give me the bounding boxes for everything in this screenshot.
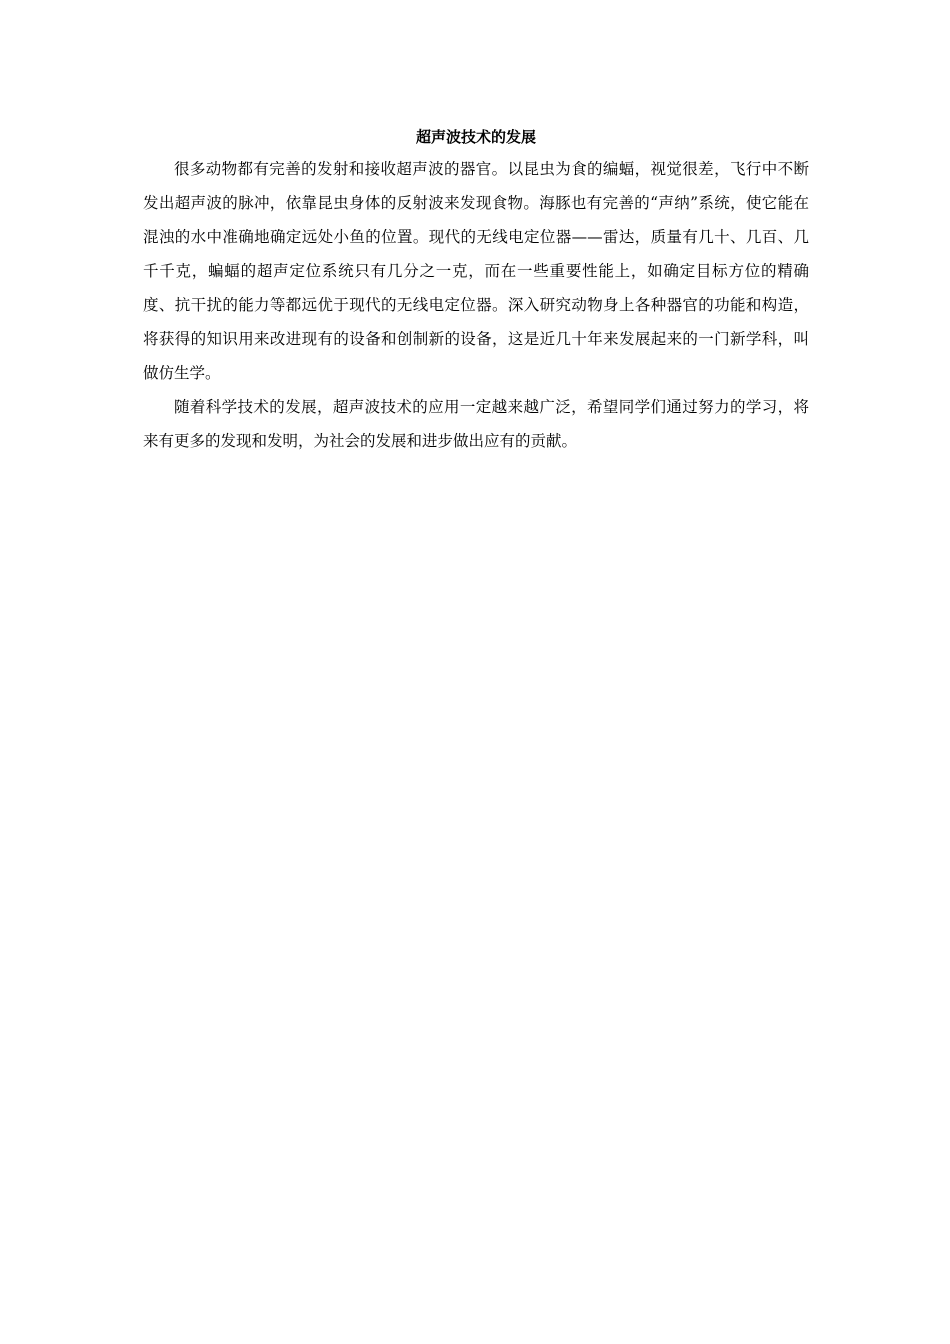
document-title: 超声波技术的发展: [415, 128, 536, 146]
paragraph-conclusion: 随着科学技术的发展，超声波技术的应用一定越来越广泛，希望同学们通过努力的学习，将来有更多的发现和发明，为社会的发展和进步做出应有的贡献。: [143, 398, 809, 450]
paragraph-bionics: 很多动物都有完善的发射和接收超声波的器官。以昆虫为食的编蝠，视觉很差，飞行中不断发出超声波的脉冲，依靠昆虫身体的反射波来发现食物。海豚也有完善的“声纳”系统，使它能在混浊的水中准确地确定远处小鱼的位置。现代的无线电定位器——雷达，质量有几十、几百、几千千克，蝙蝠的超声定位系统只有几分之一克，而在一些重要性能上，如确定目标方位的精确度、抗干扰的能力等都远优于现代的无线电定位器。深入研究动物身上各种器官的功能和构造，将获得的知识用来改进现有的设备和创制新的设备，这是近几十年来发展起来的一门新学科，叫做仿生学。: [143, 160, 809, 382]
document-body: [143, 122, 809, 458]
